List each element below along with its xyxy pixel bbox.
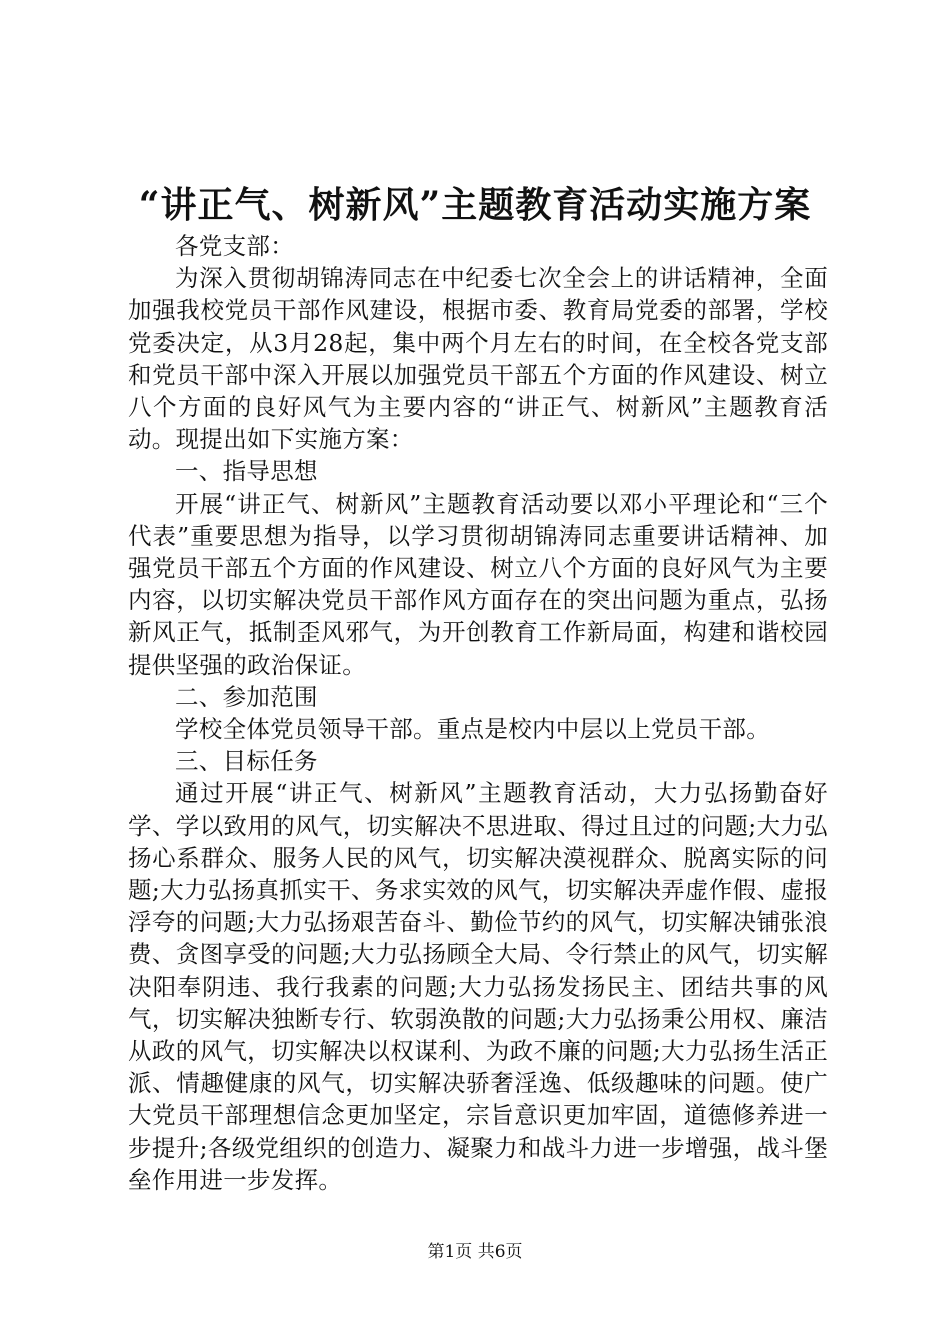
- section-heading-objectives: 三、目标任务: [175, 747, 318, 776]
- intro-paragraph: 为深入贯彻胡锦涛同志在中纪委七次全会上的讲话精神，全面加强我校党员干部作风建设，根据市委、教育局党委的部署，学校党委决定，从3月28起，集中两个月左右的时间，在全校各党支部和党员干部中深入开展以加强党员干部五个方面的作风建设、树立八个方面的良好风气为主要内容的“讲正气、树新风”主题教育活动。现提出如下实施方案：: [128, 264, 828, 454]
- section-heading-participation-scope: 二、参加范围: [175, 682, 318, 711]
- section-text-objectives: 通过开展“讲正气、树新风”主题教育活动，大力弘扬勤奋好学、学以致用的风气，切实解决不思进取、得过且过的问题;大力弘扬心系群众、服务人民的风气，切实解决漠视群众、脱离实际的问题;大力弘扬真抓实干、务求实效的风气，切实解决弄虚作假、虚报浮夸的问题;大力弘扬艰苦奋斗、勤俭节约的风气，切实解决铺张浪费、贪图享受的问题;大力弘扬顾全大局、令行禁止的风气，切实解决阳奉阴违、我行我素的问题;大力弘扬发扬民主、团结共事的风气，切实解决独断专行、软弱涣散的问题;大力弘扬秉公用权、廉洁从政的风气，切实解决以权谋利、为政不廉的问题;大力弘扬生活正派、情趣健康的风气，切实解决骄奢淫逸、低级趣味的问题。使广大党员干部理想信念更加坚定，宗旨意识更加牢固，道德修养进一步提升;各级党组织的创造力、凝聚力和战斗力进一步增强，战斗堡垒作用进一步发挥。: [128, 779, 828, 1194]
- page-number-footer: 第1页 共6页: [427, 1242, 523, 1262]
- salutation: 各党支部：: [175, 232, 294, 260]
- section-text-guiding-ideology: 开展“讲正气、树新风”主题教育活动要以邓小平理论和“三个代表”重要思想为指导，以学习贯彻胡锦涛同志重要讲话精神、加强党员干部五个方面的作风建设、树立八个方面的良好风气为主要内容，以切实解决党员干部作风方面存在的突出问题为重点，弘扬新风正气，抵制歪风邪气，为开创教育工作新局面，构建和谐校园提供坚强的政治保证。: [128, 489, 828, 679]
- document-title: “讲正气、树新风”主题教育活动实施方案: [138, 184, 812, 226]
- document-body: [128, 230, 828, 1196]
- section-heading-guiding-ideology: 一、指导思想: [175, 457, 318, 486]
- section-text-participation-scope: 学校全体党员领导干部。重点是校内中层以上党员干部。: [175, 715, 770, 744]
